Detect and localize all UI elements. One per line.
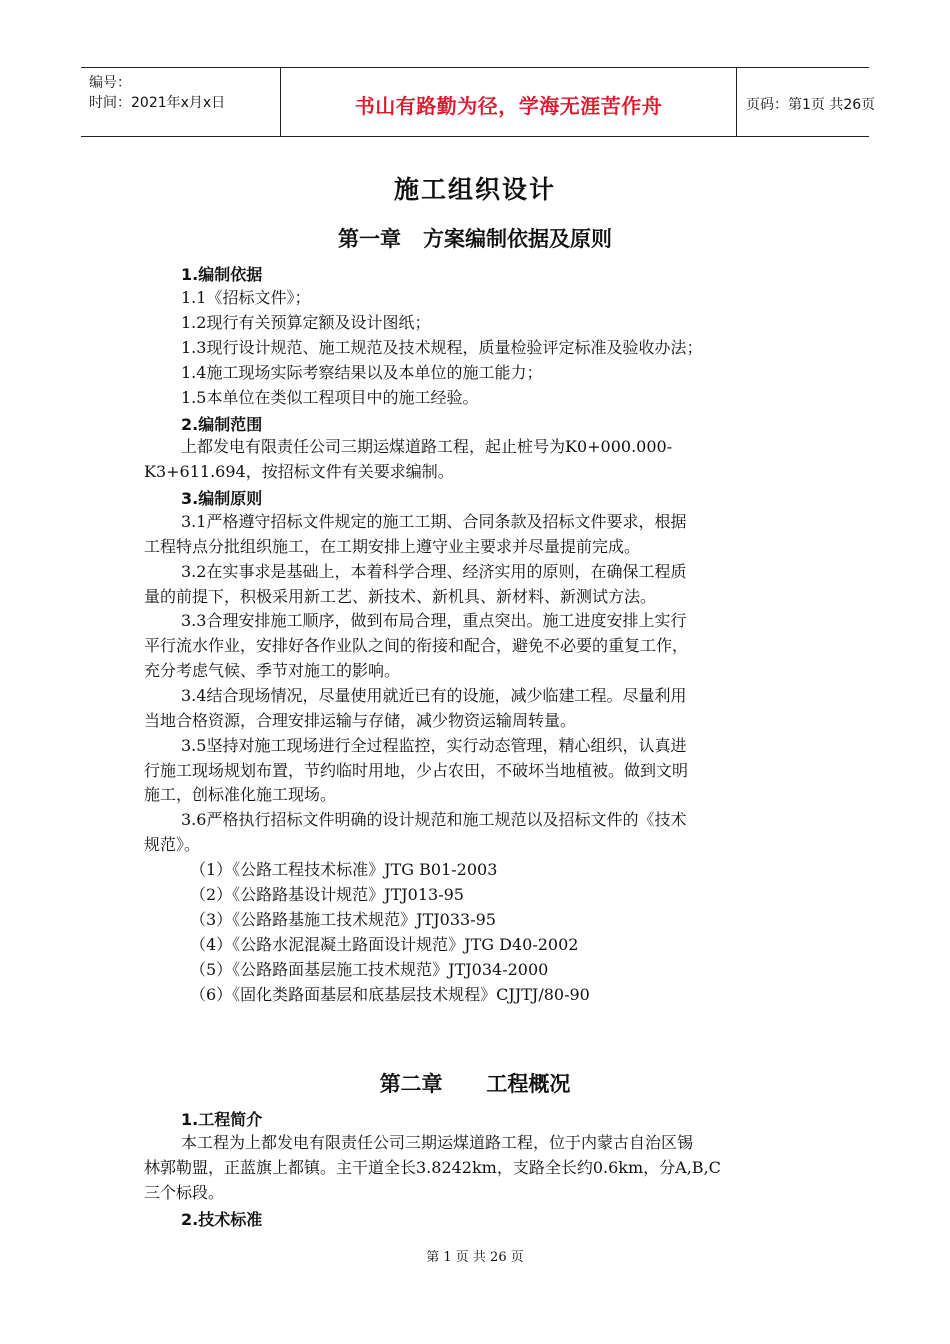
- paragraph-line: K3+611.694，按招标文件有关要求编制。: [144, 462, 454, 481]
- paragraph-line: 本工程为上都发电有限责任公司三期运煤道路工程，位于内蒙古自治区锡: [181, 1133, 694, 1152]
- paragraph-line: 林郭勒盟，正蓝旗上都镇。主干道全长3.8242km，支路全长约0.6km，分A,B,C: [144, 1158, 721, 1177]
- paragraph-line: 3.3合理安排施工顺序，做到布局合理，重点突出。施工进度安排上实行: [181, 611, 687, 630]
- paragraph-line: 量的前提下，积极采用新工艺、新技术、新机具、新材料、新测试方法。: [144, 587, 657, 606]
- standard-item: （4）《公路水泥混凝土路面设计规范》JTG D40-2002: [190, 935, 579, 954]
- basis-item: 1.3现行设计规范、施工规范及技术规程，质量检验评定标准及验收办法；: [181, 338, 703, 357]
- paragraph-line: 当地合格资源，合理安排运输与存储，减少物资运输周转量。: [144, 711, 577, 730]
- section-heading: 1.工程简介: [181, 1110, 263, 1129]
- basis-item: 1.1《招标文件》；: [181, 288, 311, 307]
- section-heading: 3.编制原则: [181, 489, 263, 508]
- basis-item: 1.4施工现场实际考察结果以及本单位的施工能力；: [181, 363, 543, 382]
- paragraph-line: 3.1严格遵守招标文件规定的施工工期、合同条款及招标文件要求，根据: [181, 512, 687, 531]
- standard-item: （5）《公路路面基层施工技术规范》JTJ034-2000: [190, 960, 549, 979]
- header-motto: 书山有路勤为径，学海无涯苦作舟: [354, 94, 663, 118]
- header-motto-cell: [280, 68, 737, 136]
- document-title: 施工组织设计: [393, 175, 556, 204]
- paragraph-line: 施工，创标准化施工现场。: [144, 785, 337, 804]
- standard-item: （6）《固化类路面基层和底基层技术规程》CJJTJ/80-90: [190, 985, 590, 1004]
- section-heading: 1.编制依据: [181, 265, 263, 284]
- paragraph-line: 3.4结合现场情况，尽量使用就近已有的设施，减少临建工程。尽量利用: [181, 686, 687, 705]
- standard-item: （2）《公路路基设计规范》JTJ013-95: [190, 885, 464, 904]
- document-date-label: 时间：2021年x月x日: [89, 95, 226, 111]
- section-heading: 2.技术标准: [181, 1210, 263, 1229]
- paragraph-line: 3.5坚持对施工现场进行全过程监控，实行动态管理，精心组织，认真进: [181, 736, 687, 755]
- document-number-label: 编号：: [89, 75, 131, 91]
- paragraph-line: 3.2在实事求是基础上，本着科学合理、经济实用的原则，在确保工程质: [181, 562, 687, 581]
- chapter-2-heading: 第二章 工程概况: [379, 1072, 571, 1096]
- paragraph-line: 三个标段。: [144, 1183, 225, 1202]
- basis-item: 1.5本单位在类似工程项目中的施工经验。: [181, 388, 479, 407]
- chapter-1-heading: 第一章 方案编制依据及原则: [338, 227, 612, 251]
- paragraph-line: 行施工现场规划布置，节约临时用地，少占农田，不破坏当地植被。做到文明: [144, 761, 689, 780]
- header-page-info: 页码：第1页 共26页: [746, 97, 876, 113]
- standard-item: （3）《公路路基施工技术规范》JTJ033-95: [190, 910, 496, 929]
- paragraph-line: 工程特点分批组织施工，在工期安排上遵守业主要求并尽量提前完成。: [144, 537, 641, 556]
- paragraph-line: 充分考虑气候、季节对施工的影响。: [144, 661, 401, 680]
- basis-item: 1.2现行有关预算定额及设计图纸；: [181, 313, 431, 332]
- page-footer: 第 1 页 共 26 页: [426, 1250, 524, 1265]
- paragraph-line: 平行流水作业，安排好各作业队之间的衔接和配合，避免不必要的重复工作，: [144, 636, 689, 655]
- paragraph-line: 上都发电有限责任公司三期运煤道路工程，起止桩号为K0+000.000-: [181, 437, 673, 456]
- header-meta-cell: [81, 68, 280, 136]
- standard-item: （1）《公路工程技术标准》JTG B01-2003: [190, 860, 498, 879]
- paragraph-line: 3.6严格执行招标文件明确的设计规范和施工规范以及招标文件的《技术: [181, 810, 687, 829]
- section-heading: 2.编制范围: [181, 415, 263, 434]
- page-header-table: [81, 67, 876, 137]
- header-page-cell: [736, 68, 876, 136]
- paragraph-line: 规范》。: [144, 835, 201, 854]
